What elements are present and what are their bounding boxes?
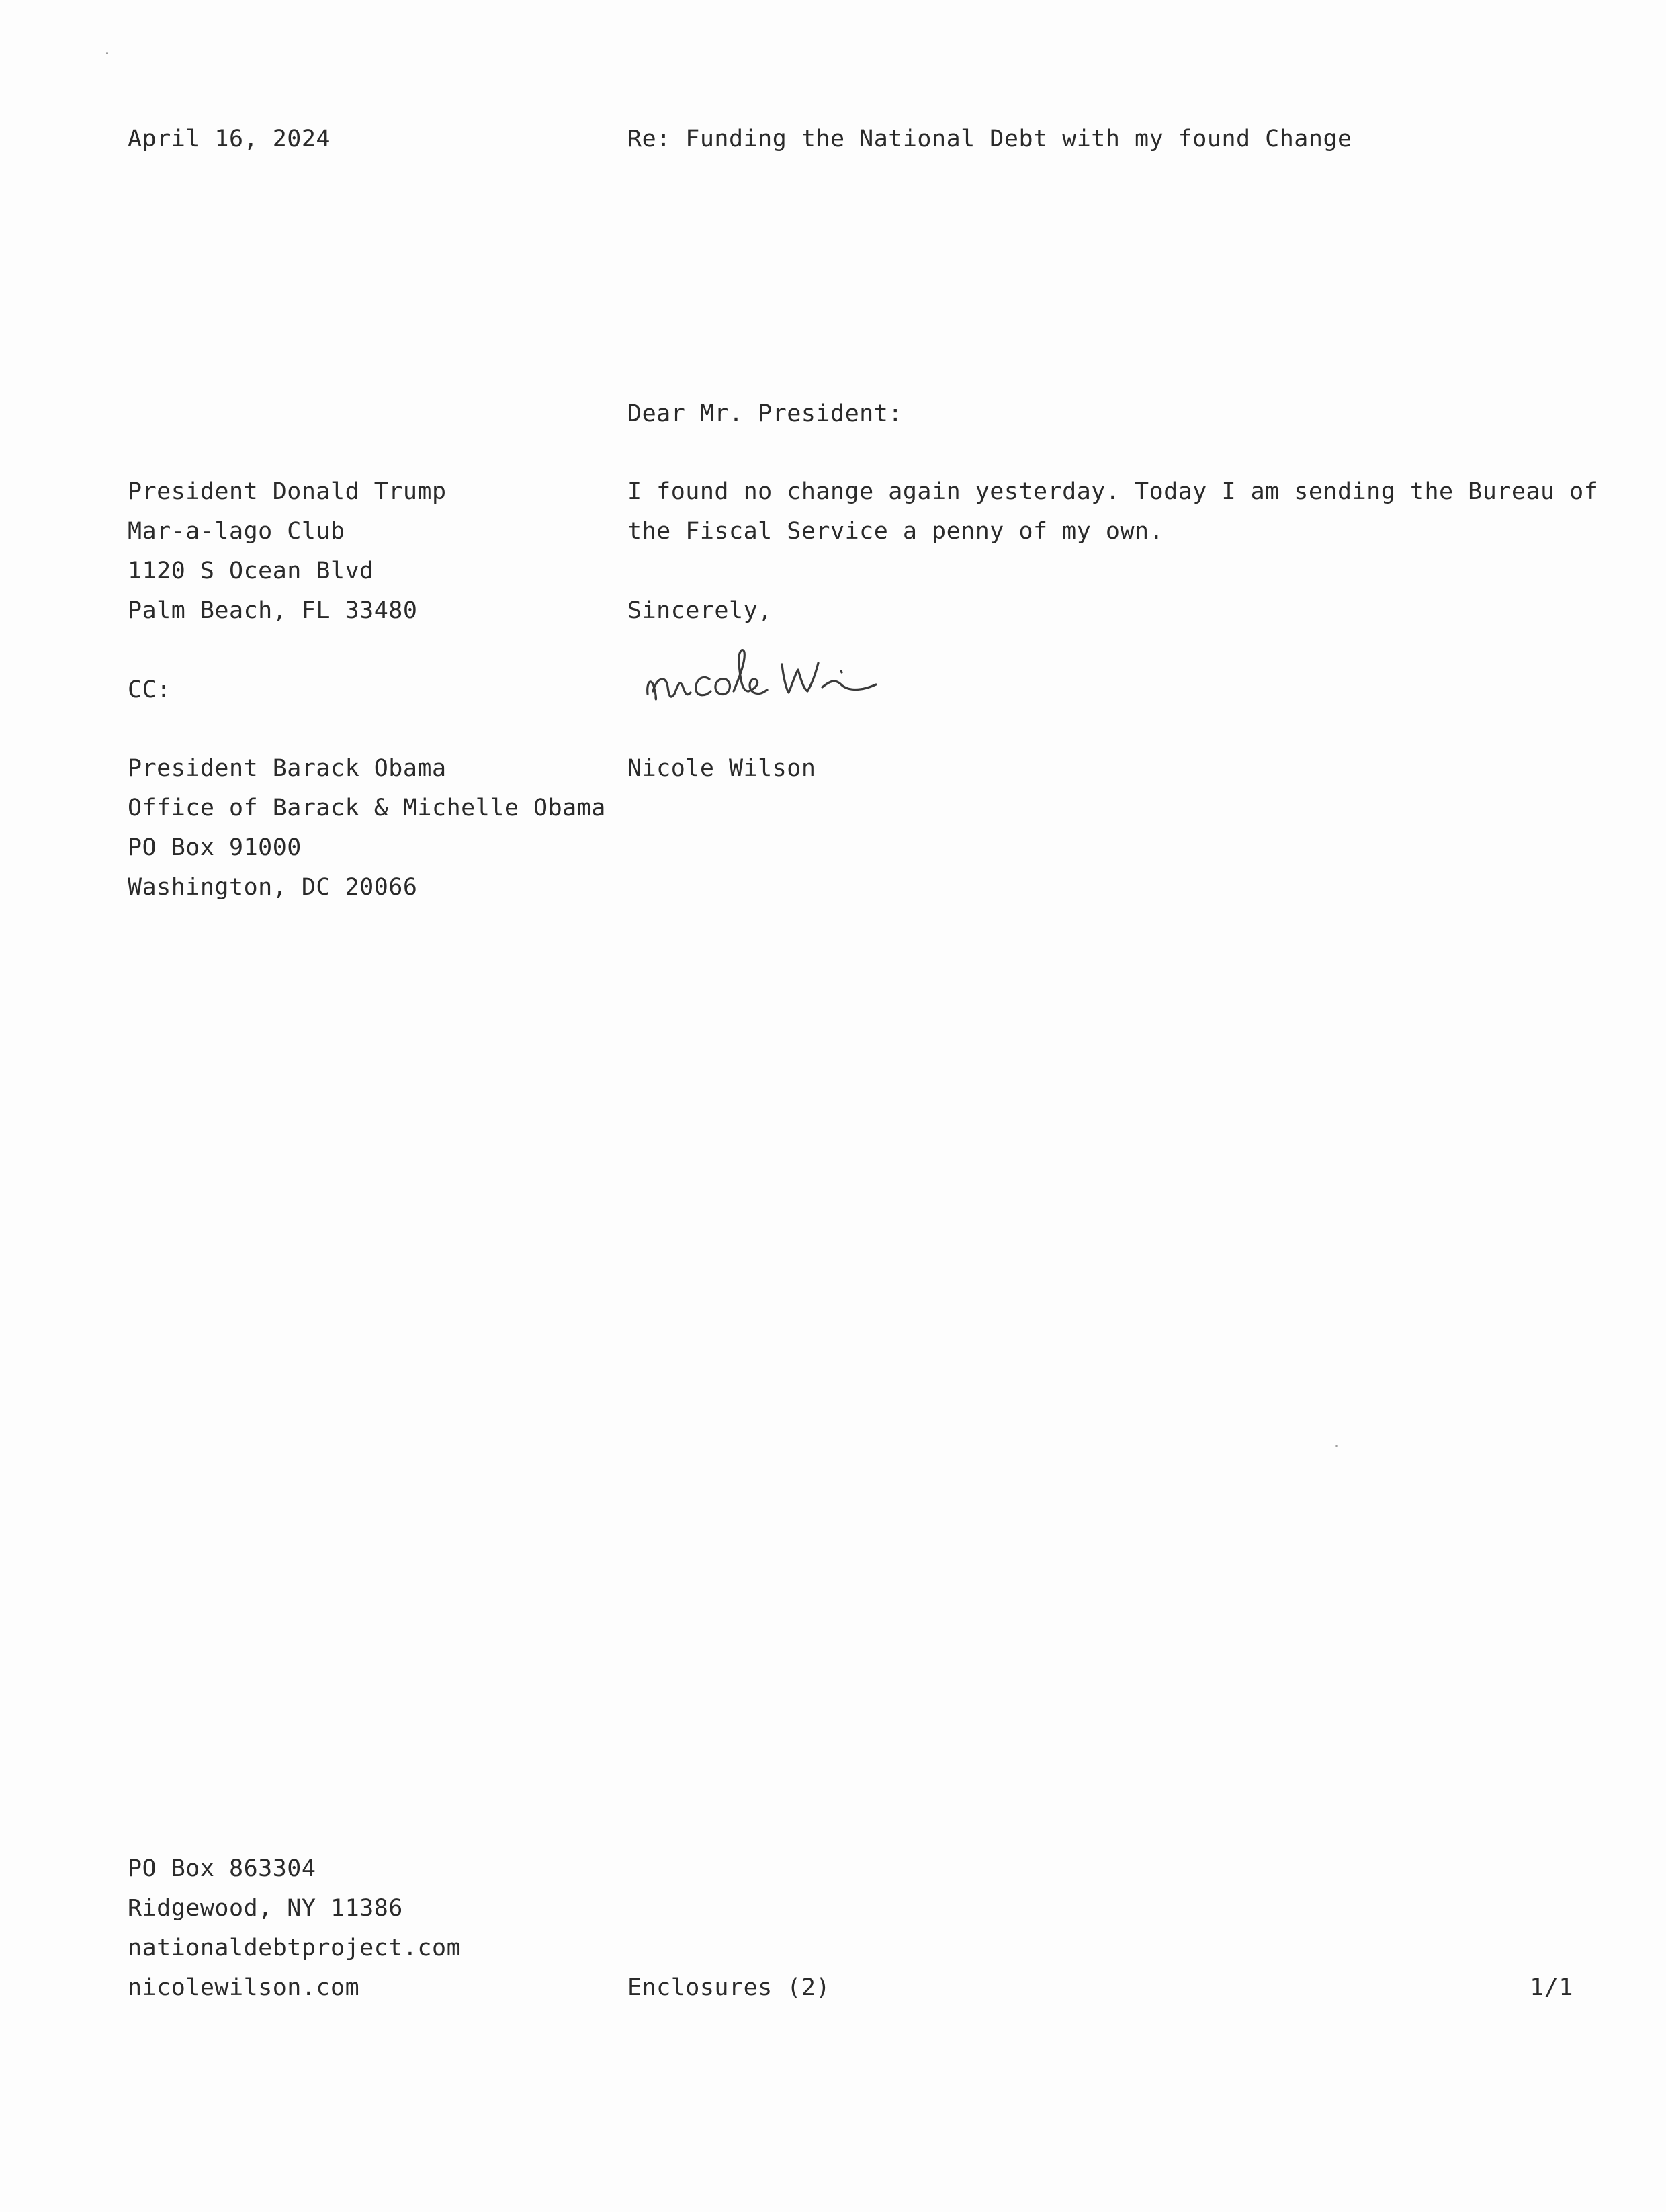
signature-icon: [640, 635, 975, 715]
cc-line: Office of Barack & Michelle Obama: [128, 795, 606, 822]
sender-address-line: PO Box 863304: [128, 1855, 316, 1882]
recipient-line: 1120 S Ocean Blvd: [128, 558, 374, 584]
recipient-line: Palm Beach, FL 33480: [128, 597, 418, 624]
enclosures-note: Enclosures (2): [627, 1974, 831, 2001]
cc-recipient-address: [128, 749, 606, 908]
paper-speck: [106, 52, 108, 54]
letter-date: April 16, 2024: [128, 126, 331, 152]
body-line: I found no change again yesterday. Today I am sending the Bureau of: [627, 478, 1599, 505]
cc-line: President Barack Obama: [128, 755, 447, 782]
page-number: 1/1: [1530, 1974, 1573, 2001]
cc-line: Washington, DC 20066: [128, 874, 418, 901]
recipient-address: [128, 472, 447, 631]
recipient-line: Mar-a-lago Club: [128, 518, 345, 545]
salutation: Dear Mr. President:: [627, 400, 903, 427]
letter-body: [627, 472, 1598, 551]
cc-line: PO Box 91000: [128, 834, 302, 861]
sender-address-line: Ridgewood, NY 11386: [128, 1895, 403, 1922]
paper-speck: [1335, 1445, 1338, 1447]
letter-subject: Re: Funding the National Debt with my found Change: [627, 126, 1352, 152]
body-line: the Fiscal Service a penny of my own.: [627, 518, 1164, 545]
sender-name: Nicole Wilson: [627, 755, 816, 782]
closing: Sincerely,: [627, 597, 773, 624]
cc-label: CC:: [128, 676, 171, 703]
recipient-line: President Donald Trump: [128, 478, 447, 505]
sender-address-line: nicolewilson.com: [128, 1974, 360, 2001]
sender-address-line: nationaldebtproject.com: [128, 1935, 462, 1961]
sender-address: [128, 1849, 461, 2008]
